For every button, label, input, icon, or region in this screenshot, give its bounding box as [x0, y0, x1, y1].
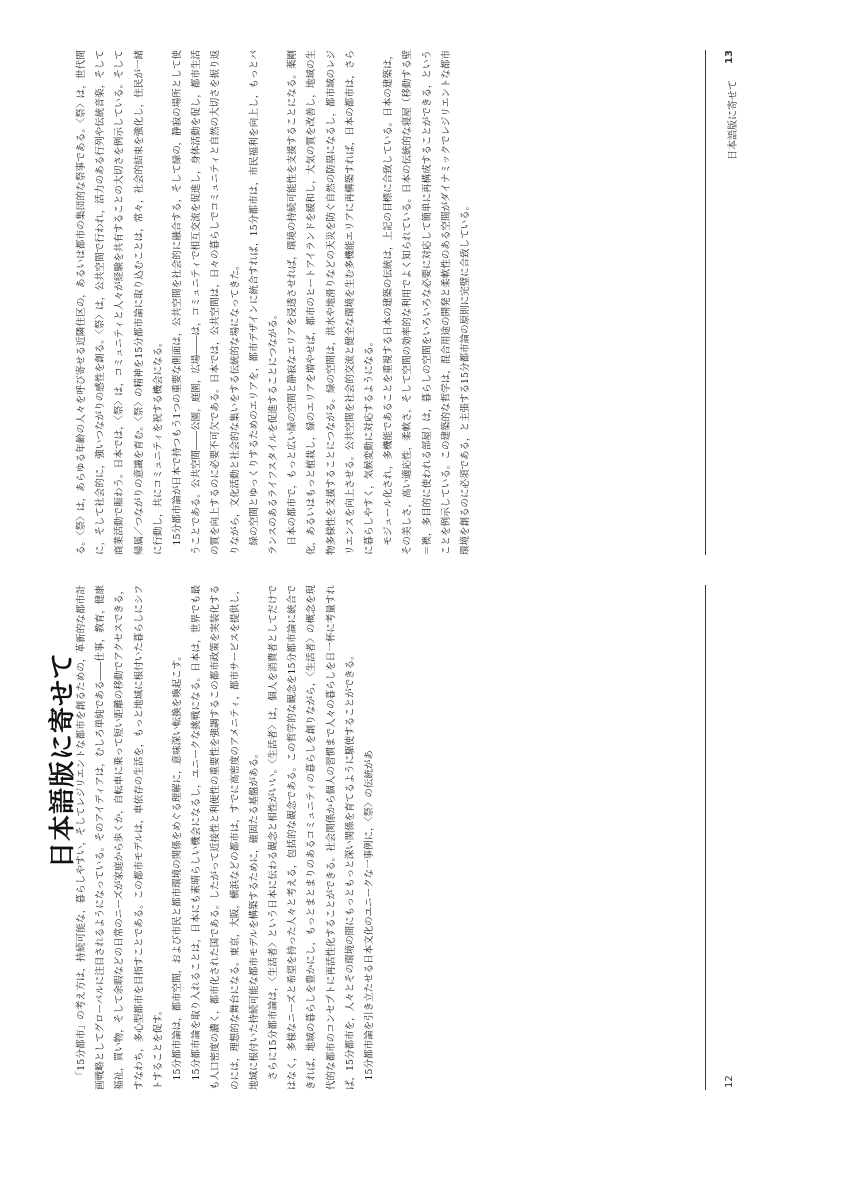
left-page-body — [72, 585, 379, 1090]
rotated-book-spread — [0, 50, 848, 1200]
right-paragraph-1: る。〈祭〉は，あらゆる年齢の人々を呼び寄せる近隣住区の，あるいは都市の集団的な祭事である。〈祭〉は，世代間に，そして社会的に，強いつながりの感性を創る。〈祭〉は，公共空間で行われ，活力のある行列や伝統音楽，そして商業活動で賑わう。日本では，〈祭〉は，コミュニティと人々が経験を共有することの大切さを例示している。そして帰属／つながりの意識を育む。〈祭〉の精神を15分都市論に取り込むことは，常々，社会的結束を強化し，住民が一緒に行動し，共にコミュニティを祝する機会になる。 — [76, 50, 164, 555]
right-running-head: 日本語版に寄せて — [728, 80, 739, 160]
right-footer-rule — [705, 50, 706, 555]
left-footer-rule — [705, 585, 706, 1090]
right-page-body — [72, 50, 475, 555]
left-paragraph-2: 15分都市論は，都市空間，および市民と都市環境の関係をめぐる理解に，意味深い転換を喚起こす。 — [172, 651, 184, 1081]
chapter-title: 日本語版に寄せて — [48, 651, 78, 868]
left-paragraph-1: 「15分都市」の考え方は，持続可能な，暮らしやすい，そしてレジリエントな都市を創るための，革新的な都市計画戦略としてグローバルに注目されるようになっている。そのアイディアは，むしろ単純である――仕事，教育，健康福祉，買い物，そして余暇などの日常のニーズが家庭から歩くか，自転車に乗って短い距離の移動でアクセスできる，すなわち，多心型都市を目指すことである。この都市モデルは，車依存の生活を，もっと地域に根付いた暮らしにシフトすることを促す。 — [76, 585, 164, 1090]
right-paragraph-3: 緑の空間とゆっくりするためのエリアを，都市デザインに統合すれば，15分都市は，市民福利を向上し，もっとバランスのあるライフスタイルを促進することにつながる。 — [248, 50, 280, 555]
left-paragraph-4: さらに15分都市論は，〈生活者〉という日本に伝わる観念と相性がいい。〈生活者〉は，個人を消費者としてだけではなく，多様なニーズと希望を持った人々と考える，包括的な観念である。この哲学的な観念を15分都市論に統合できれば，地域の暮らしを豊かにし，もっとまとまりのあるコミュニティの暮らしを創りながら，〈生活者〉の概念を現代的な都市のコンセプトに再活性化することができる。社会関係から個人の習慣まで人々の暮らしを日一杯に考量すれば，15分都市を，人々とその環境の間にもっともっと深い関係を育てるように駆使することができる。 — [268, 585, 356, 1090]
right-paragraph-4: 日本の都市で，もっと広い緑の空間と静寂なエリアを浸透させれば，環境の持続可能性を支援することになる。薬剛化，あるいはもっと植栽し，緑のエリアを増やせば，都市のヒートアイランドを緩和し，大気の質を改善し，地域の生物多様性を支援することにつながる。緑の空間は，洪水や地滑りなどの天災を防ぐ自然の防塁になるし，都市域のレジリエンスを向上させる。公共空間を社会的交流と健全な環境を生む多機能エリアに再構築すれば，日本の都市は，さらに暮らしやすく，気候変動に対応するようになる。 — [287, 50, 376, 555]
left-page-number: 12 — [724, 1075, 735, 1088]
right-paragraph-2: 15分都市論が日本で持つもう1つの重要な側面は，公共空間を社会的に融合する，そして緑の，静寂の場所として使うことである。公共空間――公園，庭園，広場――は，コミュニティで相互交流を促進し，身体活動を促し，都市生活の質を向上するのに必要不可欠である。日本では，公共空間は，日々の暮らしでコミュニティと自然の大切さを振り返りながら，文化活動と社会的な集いをする伝統的な場になってきた。 — [172, 50, 241, 555]
right-paragraph-5: モジュール化され，多機能であることを重視する日本の建築の伝統は，上記の目標に合致している。日本の建築は，その美しさ，高い適応性，柔軟さ，そして空間の効率的な利用でよく知られている。日本の伝統的な寝屋（移動する壁＝襖，多目的に使われる部屋）は，暮らしの空間をいろいろな必要に対応して簡単に再構成することができる，ということを例示している。この建築的な哲学は，混合用途の開発と柔軟性のある空間がダイナミックでレジリエントな都市環境を創るのに必須である，と主張する15分都市論の原則に完璧に合致している。 — [383, 50, 472, 555]
right-page-number: 13 — [724, 50, 735, 64]
left-paragraph-5: 15分都市論を引き立たせる日本文化のユニークな一事例に，〈祭〉の伝統があ — [364, 750, 376, 1081]
left-paragraph-3: 15分都市論を取り入れることは，日本にも素晴らしい機会になるし，ユニークな挑戦になる。日本は，世界でも最も人口密度の濃く，都市化された国である。したがって近接性と利便性の重要性を強調するこの都市政策を実装化するのには，理想的な舞台になる。東京，大阪，横浜などの都市は，すでに高密度のアメニティ，都市サービスを提供し，地域に根付いた持続可能な都市モデルを構築するために，確固たる基盤がある。 — [191, 585, 260, 1090]
